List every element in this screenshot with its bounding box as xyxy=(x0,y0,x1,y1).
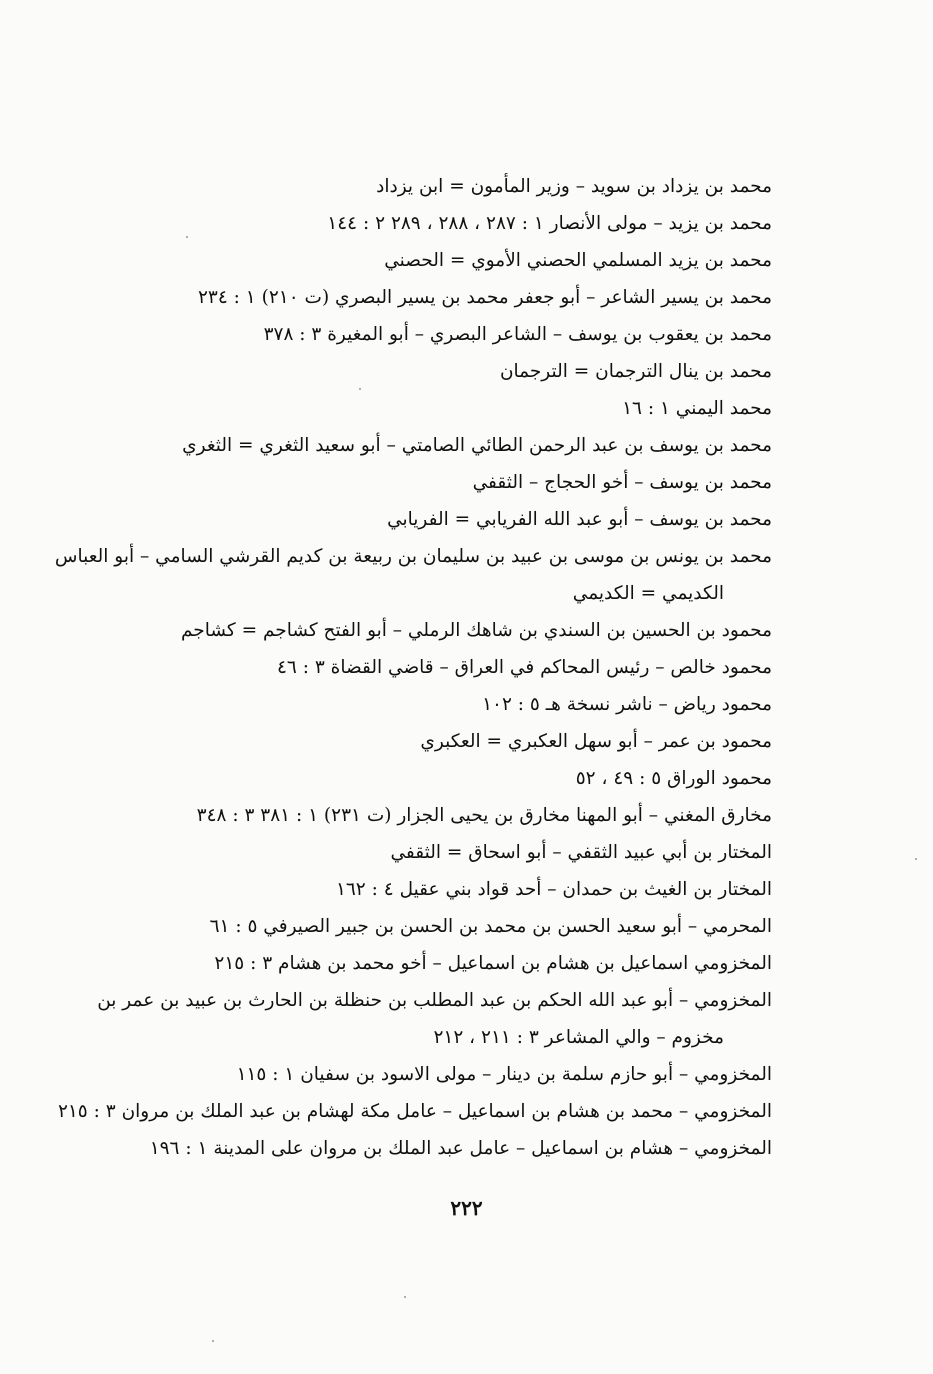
index-entry: المخزومي – هشام بن اسماعيل – عامل عبد الملك بن مروان على المدينة ١ : ١٩٦ xyxy=(149,1138,772,1159)
index-entry: محمد بن يوسف بن عبد الرحمن الطائي الصامتي – أبو سعيد الثغري = الثغري xyxy=(182,435,772,456)
paper-speck xyxy=(404,1296,406,1298)
index-entry: محمد بن يسير الشاعر – أبو جعفر محمد بن يسير البصري (ت ٢١٠) ١ : ٢٣٤ xyxy=(197,287,772,308)
index-entry: المختار بن أبي عبيد الثقفي – أبو اسحاق = الثقفي xyxy=(390,842,772,863)
paper-speck xyxy=(359,388,361,390)
paper-speck xyxy=(212,1340,214,1342)
index-entry: محمد بن يزيد – مولى الأنصار ١ : ٢٨٧ ، ٢٨٨ ، ٢٨٩ ٢ : ١٤٤ xyxy=(327,213,772,234)
index-entry: محمد بن يونس بن موسى بن عبيد بن سليمان بن ربيعة بن كديم القرشي السامي – أبو العباس الكديمي = الكديمي xyxy=(100,538,772,612)
index-entry-continuation: الكديمي = الكديمي xyxy=(572,583,724,604)
index-entry: محمد بن يزداد بن سويد – وزير المأمون = ابن يزداد xyxy=(376,176,772,197)
index-entry: المختار بن الغيث بن حمدان – أحد قواد بني عقيل ٤ : ١٦٢ xyxy=(335,879,772,900)
index-entry: محمد بن ينال الترجمان = الترجمان xyxy=(499,361,772,382)
page-number: ٢٢٢ xyxy=(450,1196,483,1220)
index-entry: المخزومي اسماعيل بن هشام بن اسماعيل – أخو محمد بن هشام ٣ : ٢١٥ xyxy=(214,953,772,974)
index-entry: المخزومي – محمد بن هشام بن اسماعيل – عامل مكة لهشام بن عبد الملك بن مروان ٣ : ٢١٥ xyxy=(57,1101,772,1122)
index-entry-continuation: مخزوم – والي المشاعر ٣ : ٢١١ ، ٢١٢ xyxy=(433,1027,724,1048)
paper-speck xyxy=(915,858,917,860)
index-entry: محمد بن يعقوب بن يوسف – الشاعر البصري – أبو المغيرة ٣ : ٣٧٨ xyxy=(263,324,772,345)
index-entry: محمود بن عمر – أبو سهل العكبري = العكبري xyxy=(420,731,772,752)
paper-speck xyxy=(186,236,188,238)
index-entry: المخزومي – أبو حازم سلمة بن دينار – مولى الاسود بن سفيان ١ : ١١٥ xyxy=(236,1064,772,1085)
index-entry: محمد بن يوسف – أبو عبد الله الفريابي = الفريابي xyxy=(387,509,772,530)
index-entry: محمد بن يزيد المسلمي الحصني الأموي = الحصني xyxy=(384,250,772,271)
index-entry: محمود خالص – رئيس المحاكم في العراق – قاضي القضاة ٣ : ٤٦ xyxy=(276,657,772,678)
index-entry: محمود رياض – ناشر نسخة هـ ٥ : ١٠٢ xyxy=(482,694,772,715)
index-entry: محمود الوراق ٥ : ٤٩ ، ٥٢ xyxy=(575,768,772,789)
index-entry: محمود بن الحسين بن السندي بن شاهك الرملي – أبو الفتح كشاجم = كشاجم xyxy=(181,620,772,641)
index-entry: محمد بن يوسف – أخو الحجاج – الثقفي xyxy=(472,472,772,493)
index-entry: المحرمي – أبو سعيد الحسن بن محمد بن الحسن بن جبير الصيرفي ٥ : ٦١ xyxy=(209,916,772,937)
index-entry: محمد اليمني ١ : ١٦ xyxy=(622,398,772,419)
index-entry: مخارق المغني – أبو المهنا مخارق بن يحيى الجزار (ت ٢٣١) ١ : ٣٨١ ٣ : ٣٤٨ xyxy=(196,805,772,826)
index-entries xyxy=(54,168,772,1167)
index-entry: المخزومي – أبو عبد الله الحكم بن عبد المطلب بن حنظلة بن الحارث بن عبيد بن عمر بن مخزوم – والي المشاعر ٣ : ٢١١ ، ٢١٢ xyxy=(100,982,772,1056)
